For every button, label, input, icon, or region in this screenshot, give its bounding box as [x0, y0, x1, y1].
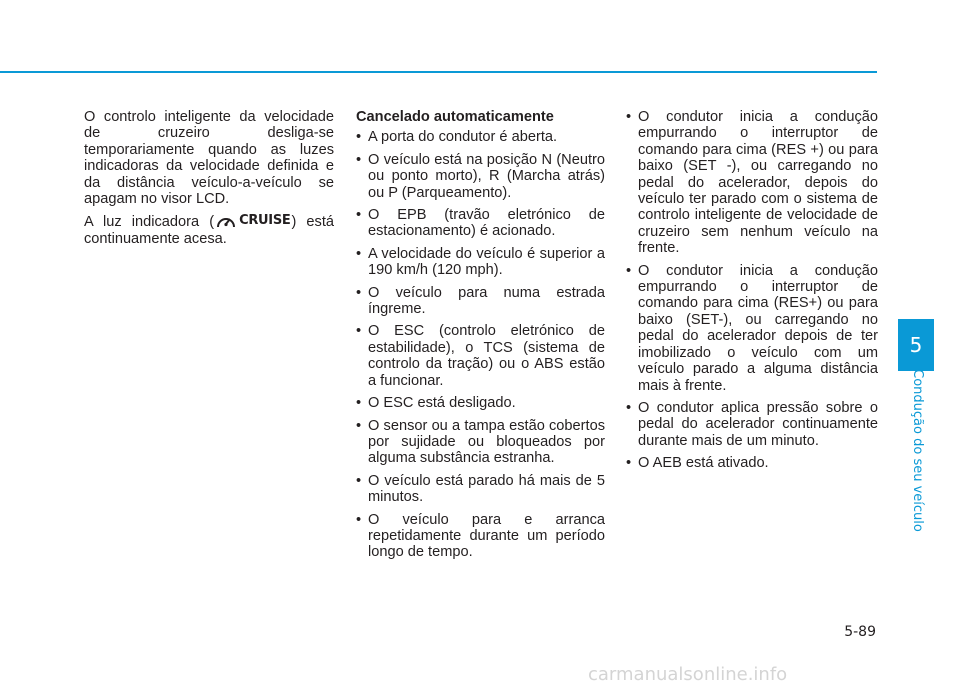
speedometer-icon: [215, 214, 237, 230]
chapter-tab: 5: [898, 319, 934, 371]
page-number: 5-89: [844, 624, 876, 640]
indicator-text-before: A luz indicadora (: [84, 214, 215, 231]
chapter-title: Condução do seu veículo: [909, 368, 925, 532]
column-right: [626, 109, 878, 478]
column-left: [84, 109, 334, 253]
list-item: • A porta do condutor é aberta.: [356, 129, 605, 145]
chapter-title-vertical: [903, 370, 931, 530]
list-item: • O condutor aplica pressão sobre o pedal do acelerador continuamente durante mais de um minuto.: [626, 400, 878, 449]
indicator-paragraph: [84, 213, 334, 247]
list-item: • O AEB está ativado.: [626, 455, 878, 471]
list-item: • O EPB (travão eletrónico de estacionamento) é acionado.: [356, 207, 605, 240]
watermark: carmanualsonline.info: [588, 664, 788, 685]
section-heading: Cancelado automaticamente: [356, 109, 554, 125]
list-item: • O ESC está desligado.: [356, 395, 605, 411]
indicator-text-after: ) está continuamente acesa.: [84, 214, 335, 248]
column-middle: [356, 109, 605, 567]
cancel-conditions-list-continued: [626, 109, 878, 472]
list-item: • A velocidade do veículo é superior a 190 km/h (120 mph).: [356, 246, 605, 279]
cruise-indicator: [215, 213, 290, 229]
cancel-conditions-list: [356, 129, 605, 560]
list-item: • O veículo para e arranca repetidamente durante um período longo de tempo.: [356, 512, 605, 561]
list-item: • O veículo está na posição N (Neutro ou ponto morto), R (Marcha atrás) ou P (Parqueamento).: [356, 152, 605, 201]
list-item: • O condutor inicia a condução empurrando o interruptor de comando para cima (RES +) ou para baixo (SET -), ou carregando no pedal do acelerador, depois do veículo ter parado com o sistema de controlo inteligente de velocidade de cruzeiro sem nenhum veículo na frente.: [626, 109, 878, 257]
header-rule: [0, 71, 877, 73]
list-item: • O veículo para numa estrada íngreme.: [356, 285, 605, 318]
cruise-indicator-label: CRUISE: [239, 213, 291, 229]
list-item: • O ESC (controlo eletrónico de estabilidade), o TCS (sistema de controlo da tração) ou o ABS estão a funcionar.: [356, 323, 605, 389]
list-item: • O sensor ou a tampa estão cobertos por sujidade ou bloqueados por alguma substância estranha.: [356, 418, 605, 467]
list-item: • O veículo está parado há mais de 5 minutos.: [356, 473, 605, 506]
intro-paragraph: O controlo inteligente da velocidade de cruzeiro desliga-se temporariamente quando as luzes indicadoras da velocidade definida e da distância veículo-a-veículo se apagam no visor LCD.: [84, 109, 334, 208]
list-item: • O condutor inicia a condução empurrando o interruptor de comando para cima (RES+) ou para baixo (SET-), ou carregando no pedal do acelerador depois de ter imobilizado o veículo com um veículo parado a alguma distância mais à frente.: [626, 263, 878, 394]
